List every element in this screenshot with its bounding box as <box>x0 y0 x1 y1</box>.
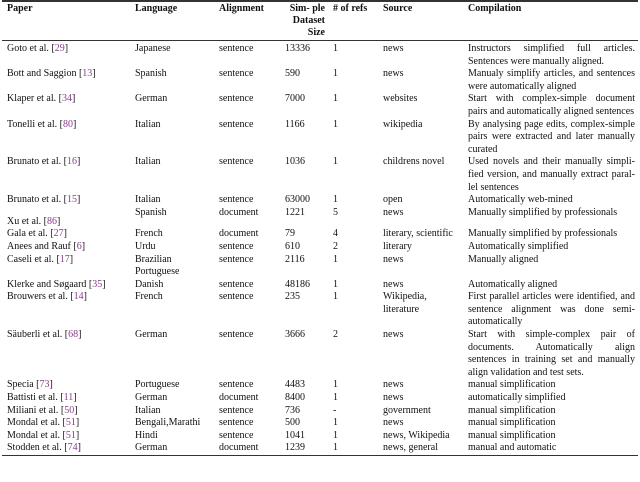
alignment-cell: sentence <box>219 404 254 416</box>
citation-link[interactable]: 15 <box>67 194 77 206</box>
language-cell: Urdu <box>135 240 156 252</box>
paper-name: Mondal et al. <box>7 429 61 441</box>
header-language: Language <box>135 3 178 14</box>
compilation-cell: Manually simplified by professionals <box>468 206 618 218</box>
size-cell: 2116 <box>285 253 305 265</box>
citation-link[interactable]: 73 <box>39 379 50 391</box>
bracket: ] <box>49 379 53 391</box>
header-paper: Paper <box>7 3 33 14</box>
alignment-cell: sentence <box>219 291 254 303</box>
bracket: [ <box>67 291 74 303</box>
language-cell: German <box>135 93 168 105</box>
paper-name: Goto et al. <box>7 43 49 54</box>
table-row <box>2 392 638 405</box>
alignment-cell: sentence <box>219 429 254 441</box>
source-cell: news <box>383 206 404 218</box>
table-row <box>2 68 638 93</box>
language-cell: Brazilian Portuguese <box>135 253 180 278</box>
source-cell: news, general <box>383 442 438 454</box>
language-cell: Bengali,Marathi <box>135 417 201 429</box>
alignment-cell: sentence <box>219 253 254 265</box>
bracket: [ <box>57 118 63 130</box>
bracket: ] <box>78 329 82 341</box>
table-row <box>2 194 638 207</box>
size-cell: 13336 <box>285 43 310 54</box>
alignment-cell: sentence <box>219 379 254 391</box>
bracket: ] <box>75 417 80 429</box>
language-cell: Danish <box>135 278 164 290</box>
table-row <box>2 93 638 118</box>
size-cell: 500 <box>285 417 300 429</box>
bracket: ] <box>74 404 78 416</box>
paper-cell <box>2 254 130 279</box>
refs-cell: 1 <box>333 429 338 441</box>
paper-cell <box>2 379 130 392</box>
size-cell: 1041 <box>285 429 305 441</box>
table-row <box>2 119 638 157</box>
size-cell: 48186 <box>285 278 310 290</box>
bracket: [ <box>58 404 65 416</box>
citation-link[interactable]: 29 <box>54 43 65 54</box>
source-cell: childrens novel <box>383 156 445 168</box>
bracket: [ <box>62 329 69 341</box>
paper-cell <box>2 119 130 157</box>
refs-cell: 1 <box>333 68 338 80</box>
refs-cell: 1 <box>333 278 338 290</box>
table-row <box>2 207 638 229</box>
bracket: ] <box>81 240 86 252</box>
bracket: [ <box>33 379 40 391</box>
alignment-cell: sentence <box>219 240 254 252</box>
paper-name: Säuberli et al. <box>7 329 63 341</box>
source-cell: news <box>383 43 404 54</box>
bracket: ] <box>72 118 77 130</box>
citation-link[interactable]: 68 <box>68 329 79 341</box>
alignment-cell: sentence <box>219 156 254 168</box>
paper-cell <box>2 228 130 241</box>
paper-name: Brunato et al. <box>7 194 62 206</box>
table-row <box>2 254 638 279</box>
language-cell: German <box>135 329 168 341</box>
language-cell: Italian <box>135 194 161 206</box>
paper-name: Xu et al. <box>7 215 42 227</box>
bracket: ] <box>63 228 67 240</box>
bracket: ] <box>77 194 81 206</box>
bracket: ] <box>57 215 61 227</box>
citation-link[interactable]: 74 <box>67 442 78 454</box>
refs-cell: 1 <box>333 156 338 168</box>
paper-name: Stodden et al. <box>7 442 62 454</box>
paper-name: Klerke and Søgaard <box>7 278 87 290</box>
citation-link[interactable]: 35 <box>92 278 103 290</box>
paper-name: Gala et al. <box>7 228 48 240</box>
bracket: [ <box>57 392 64 404</box>
paper-name: Anees and Rauf <box>7 240 71 252</box>
size-cell: 1221 <box>285 206 305 218</box>
citation-link[interactable]: 11 <box>63 392 74 404</box>
language-cell: French <box>135 228 163 240</box>
compilation-cell: By analysing page edits, complex-simple pairs were extracted and later manually curated <box>468 118 635 155</box>
paper-cell <box>2 93 130 118</box>
language-cell: Italian <box>135 404 161 416</box>
compilation-cell: Automatically simplified <box>468 240 569 252</box>
header-source: Source <box>383 3 413 14</box>
citation-link[interactable]: 34 <box>61 93 72 105</box>
bracket: [ <box>56 93 62 105</box>
source-cell: news, Wikipedia <box>383 429 450 441</box>
compilation-cell: Start with simple-complex pair of documents. Automatically align sentences in training set and manually align validation and test sets. <box>468 329 635 378</box>
table-row <box>2 442 638 455</box>
alignment-cell: sentence <box>219 329 254 341</box>
citation-link[interactable]: 27 <box>53 228 64 240</box>
bracket: [ <box>70 240 77 252</box>
bracket: [ <box>48 43 55 54</box>
header-refs: # of refs <box>333 3 368 14</box>
compilation-cell: Automatically aligned <box>468 278 558 290</box>
table-row <box>2 417 638 430</box>
bracket: [ <box>61 156 67 168</box>
compilation-cell: Manually aligned <box>468 253 539 265</box>
bracket: ] <box>75 429 80 441</box>
compilation-cell: Used novels and their manually simplified version, and manually extract parallel sentences <box>468 156 635 193</box>
refs-cell: 1 <box>333 442 338 454</box>
alignment-cell: document <box>219 392 259 404</box>
bracket: [ <box>47 228 54 240</box>
bracket: ] <box>69 253 74 265</box>
compilation-cell: Manualy simplify articles, and sentences were automatically aligned <box>468 68 635 92</box>
table-row <box>2 329 638 379</box>
refs-cell: 4 <box>333 228 338 240</box>
compilation-cell: Automatically web-mined <box>468 194 573 206</box>
paper-cell <box>2 417 130 430</box>
language-cell: Hindi <box>135 429 158 441</box>
table-row <box>2 228 638 241</box>
table-row <box>2 430 638 443</box>
refs-cell: - <box>333 404 337 416</box>
compilation-cell: manual simplification <box>468 404 556 416</box>
paper-name: Battisti et al. <box>7 392 58 404</box>
citation-link[interactable]: 51 <box>65 417 76 429</box>
table-row <box>2 156 638 194</box>
table-row <box>2 405 638 418</box>
table-row <box>2 241 638 254</box>
size-cell: 610 <box>285 240 300 252</box>
citation-link[interactable]: 51 <box>65 429 76 441</box>
paper-cell <box>2 194 130 207</box>
compilation-cell: manual simplification <box>468 379 556 391</box>
paper-cell <box>2 41 130 69</box>
alignment-cell: document <box>219 206 259 218</box>
compilation-cell: automatically simplified <box>468 392 566 404</box>
refs-cell: 1 <box>333 291 338 303</box>
table-row <box>2 41 638 69</box>
alignment-cell: sentence <box>219 93 254 105</box>
table-row <box>2 279 638 292</box>
compilation-cell: Instructors simplified full articles. Sentences were manually aligned. <box>468 43 635 67</box>
bracket: [ <box>41 215 47 227</box>
size-cell: 590 <box>285 68 300 80</box>
bracket: [ <box>60 417 66 429</box>
paper-cell <box>2 405 130 418</box>
paper-name: Miliani et al. <box>7 404 59 416</box>
size-cell: 1036 <box>285 156 305 168</box>
compilation-cell: manual simplification <box>468 429 556 441</box>
citation-link[interactable]: 17 <box>59 253 70 265</box>
refs-cell: 1 <box>333 118 338 130</box>
paper-cell <box>2 291 130 329</box>
compilation-cell: manual and automatic <box>468 442 557 454</box>
bracket: [ <box>53 253 60 265</box>
refs-cell: 1 <box>333 417 338 429</box>
alignment-cell: document <box>219 442 259 454</box>
size-cell: 1166 <box>285 118 305 130</box>
alignment-cell: sentence <box>219 118 254 130</box>
paper-cell <box>2 430 130 443</box>
size-cell: 79 <box>285 228 295 240</box>
source-cell: government <box>383 404 431 416</box>
paper-cell <box>2 68 130 93</box>
size-cell: 8400 <box>285 392 305 404</box>
refs-cell: 1 <box>333 43 338 54</box>
header-compilation: Compilation <box>468 3 522 14</box>
source-cell: news <box>383 329 404 341</box>
bracket: ] <box>83 291 88 303</box>
paper-cell <box>2 442 130 455</box>
bracket: [ <box>60 429 66 441</box>
refs-cell: 1 <box>333 93 338 105</box>
source-cell: news <box>383 278 404 290</box>
bracket: ] <box>64 43 69 54</box>
header-alignment: Alignment <box>219 3 264 14</box>
source-cell: news <box>383 253 404 265</box>
bracket: [ <box>86 278 93 290</box>
size-cell: 4483 <box>285 379 305 391</box>
source-cell: Wikipedia, literature <box>383 291 427 315</box>
compilation-cell: First parallel articles were identified, and sentence alignment was done semi-automatically <box>468 291 635 328</box>
language-cell: Spanish <box>135 206 167 218</box>
bracket: [ <box>61 194 67 206</box>
source-cell: literary <box>383 240 412 252</box>
paper-name: Bott and Saggion <box>7 68 77 80</box>
alignment-cell: sentence <box>219 43 254 54</box>
header-size: Sim- ple Dataset Size <box>289 3 325 38</box>
citation-link[interactable]: 80 <box>62 118 73 130</box>
alignment-cell: sentence <box>219 417 254 429</box>
size-cell: 235 <box>285 291 300 303</box>
bracket: ] <box>71 93 76 105</box>
source-cell: news <box>383 68 404 80</box>
bracket: ] <box>102 278 106 290</box>
datasets-table <box>2 0 638 456</box>
paper-name: Klaper et al. <box>7 93 57 105</box>
refs-cell: 1 <box>333 253 338 265</box>
paper-cell <box>2 279 130 292</box>
language-cell: Spanish <box>135 68 167 80</box>
compilation-cell: manual simplification <box>468 417 556 429</box>
size-cell: 63000 <box>285 194 310 206</box>
bracket: ] <box>92 68 96 80</box>
citation-link[interactable]: 13 <box>82 68 93 80</box>
language-cell: German <box>135 392 168 404</box>
source-cell: open <box>383 194 403 206</box>
alignment-cell: sentence <box>219 68 254 80</box>
paper-cell <box>2 241 130 254</box>
citation-link[interactable]: 14 <box>73 291 84 303</box>
alignment-cell: document <box>219 228 259 240</box>
source-cell: news <box>383 417 404 429</box>
table-header <box>2 1 638 41</box>
bracket: ] <box>77 156 81 168</box>
paper-cell <box>2 392 130 405</box>
refs-cell: 1 <box>333 392 338 404</box>
citation-link[interactable]: 6 <box>76 240 82 252</box>
paper-name: Brouwers et al. <box>7 291 68 303</box>
refs-cell: 2 <box>333 240 338 252</box>
paper-name: Mondal et al. <box>7 417 61 429</box>
language-cell: Italian <box>135 118 161 130</box>
compilation-cell: Start with complex-simple document pairs and automatically aligned sentences <box>468 93 635 117</box>
language-cell: Portuguese <box>135 379 180 391</box>
bracket: ] <box>73 392 77 404</box>
citation-link[interactable]: 16 <box>67 156 77 168</box>
language-cell: French <box>135 291 163 303</box>
citation-link[interactable]: 86 <box>47 215 57 227</box>
refs-cell: 2 <box>333 329 338 341</box>
size-cell: 3666 <box>285 329 305 341</box>
paper-name: Specia <box>7 379 34 391</box>
alignment-cell: sentence <box>219 194 254 206</box>
refs-cell: 1 <box>333 379 338 391</box>
paper-cell <box>2 156 130 194</box>
compilation-cell: Manually simplified by professionals <box>468 228 618 240</box>
bracket: [ <box>76 68 83 80</box>
paper-cell <box>2 207 130 229</box>
paper-name: Caseli et al. <box>7 253 54 265</box>
size-cell: 736 <box>285 404 300 416</box>
paper-name: Brunato et al. <box>7 156 62 168</box>
source-cell: websites <box>383 93 418 105</box>
size-cell: 1239 <box>285 442 305 454</box>
source-cell: literary, scientific <box>383 228 453 240</box>
language-cell: Japanese <box>135 43 171 54</box>
refs-cell: 5 <box>333 206 338 218</box>
table-row <box>2 379 638 392</box>
citation-link[interactable]: 50 <box>64 404 75 416</box>
source-cell: news <box>383 379 404 391</box>
source-cell: news <box>383 392 404 404</box>
bracket: [ <box>61 442 68 454</box>
size-cell: 7000 <box>285 93 305 105</box>
language-cell: Italian <box>135 156 161 168</box>
language-cell: German <box>135 442 168 454</box>
alignment-cell: sentence <box>219 278 254 290</box>
bracket: ] <box>77 442 81 454</box>
paper-name: Tonelli et al. <box>7 118 58 130</box>
paper-cell <box>2 329 130 379</box>
refs-cell: 1 <box>333 194 338 206</box>
source-cell: wikipedia <box>383 118 423 130</box>
table-row <box>2 291 638 329</box>
